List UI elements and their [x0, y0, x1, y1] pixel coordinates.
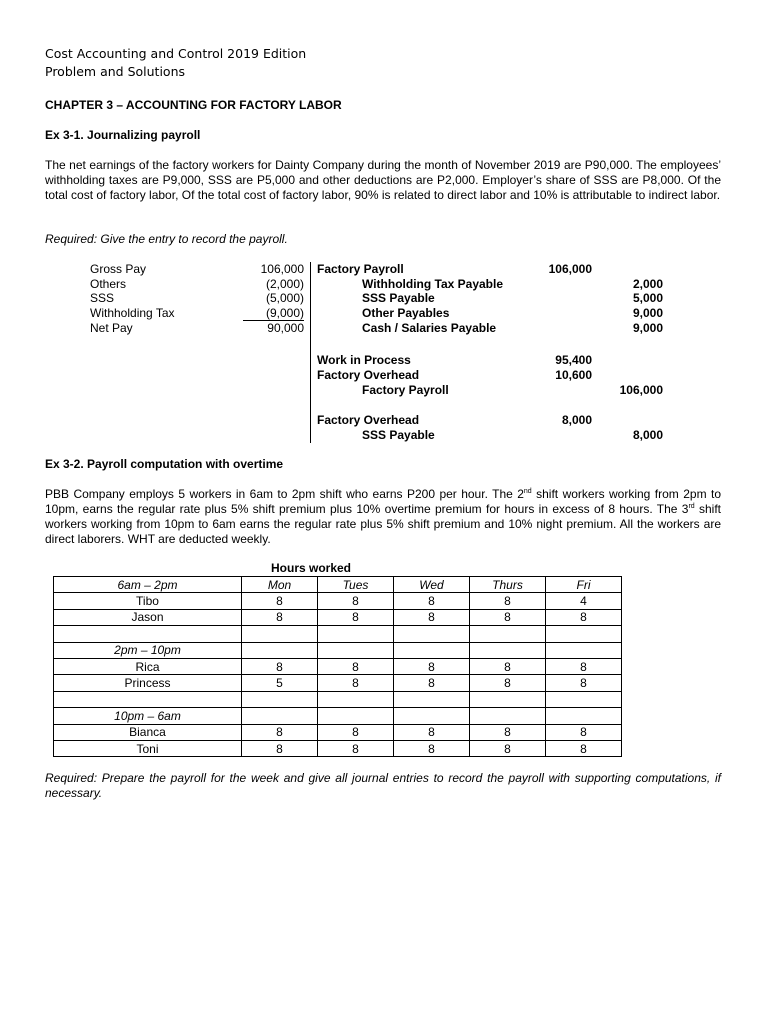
hours-cell: 8: [470, 675, 546, 691]
comp-label: Withholding Tax: [90, 306, 175, 320]
ex2-required: Required: Prepare the payroll for the week and give all journal entries to record the payroll with supporting computations, if necessary.: [45, 771, 721, 800]
ex2-title: Ex 3-2. Payroll computation with overtime: [45, 457, 284, 471]
comp-label: SSS: [90, 291, 115, 305]
day-header: Mon: [242, 577, 318, 593]
hours-cell: 8: [242, 593, 318, 609]
journal-credit-amount: 106,000: [619, 383, 663, 397]
journal-divider: [310, 262, 311, 443]
hours-cell: 8: [394, 658, 470, 674]
comp-amount: 90,000: [267, 321, 304, 335]
table-row: [54, 724, 622, 740]
worker-name: Bianca: [54, 724, 242, 740]
journal-credit-account: SSS Payable: [362, 428, 435, 442]
day-header: Tues: [318, 577, 394, 593]
comp-amount: (5,000): [265, 291, 304, 305]
day-header: Thurs: [470, 577, 546, 593]
empty-cell: [546, 642, 622, 658]
hours-cell: 8: [394, 609, 470, 625]
empty-cell: [546, 626, 622, 642]
ex2-text-part: shift workers working from 10pm to 6am earns the regular rate plus 5% shift premium and 10% night premium. All the workers are direct laborers. WHT are deducted weekly.: [45, 502, 721, 546]
hours-cell: 4: [546, 593, 622, 609]
journal-debit-account: Factory Overhead: [317, 368, 420, 382]
table-row: [54, 658, 622, 674]
table-row: [54, 593, 622, 609]
worker-name: Toni: [54, 740, 242, 756]
empty-cell: [394, 626, 470, 642]
ex1-title: Ex 3-1. Journalizing payroll: [45, 128, 201, 142]
hours-cell: 8: [318, 609, 394, 625]
journal-credit-amount: 9,000: [632, 321, 663, 335]
journal-credit-amount: 2,000: [632, 277, 663, 291]
empty-cell: [470, 691, 546, 707]
table-row: [54, 675, 622, 691]
empty-cell: [394, 708, 470, 724]
empty-cell: [394, 642, 470, 658]
empty-cell: [546, 708, 622, 724]
hours-cell: 8: [318, 740, 394, 756]
hours-cell: 8: [318, 658, 394, 674]
table-row: [54, 577, 622, 593]
hours-cell: 8: [546, 658, 622, 674]
journal-debit-amount: 8,000: [561, 413, 592, 427]
comp-amount: (9,000): [265, 306, 304, 320]
hours-cell: 8: [318, 675, 394, 691]
ordinal-suffix: nd: [523, 488, 532, 495]
shift-label: 10pm – 6am: [54, 708, 242, 724]
comp-label: Net Pay: [90, 321, 133, 335]
day-header: Wed: [394, 577, 470, 593]
ex1-problem-text: The net earnings of the factory workers for Dainty Company during the month of November 2019 are P90,000. The employees’ withholding taxes are P9,000, SSS are P5,000 and other deductions are P2,000. Employer’s share of SSS are P8,000. Of the total cost of factory labor, Of the total cost of factory labor, 90% is related to direct labor and 10% is attributable to indirect labor.: [45, 158, 721, 202]
day-header: Fri: [546, 577, 622, 593]
journal-credit-account: Cash / Salaries Payable: [362, 321, 497, 335]
hours-cell: 8: [242, 658, 318, 674]
chapter-title: CHAPTER 3 – ACCOUNTING FOR FACTORY LABOR: [45, 98, 342, 112]
journal-credit-amount: 5,000: [632, 291, 663, 305]
shift-label: 2pm – 10pm: [54, 642, 242, 658]
hours-cell: 8: [470, 740, 546, 756]
empty-cell: [242, 691, 318, 707]
empty-cell: [318, 708, 394, 724]
ex2-problem-text: [45, 487, 721, 547]
hours-cell: 8: [470, 724, 546, 740]
empty-cell: [394, 691, 470, 707]
doc-header-title: Cost Accounting and Control 2019 Edition: [45, 46, 307, 61]
ex2-text-part: PBB Company employs 5 workers in 6am to 2pm shift who earns P200 per hour. The 2: [45, 487, 524, 501]
shift-label: 6am – 2pm: [54, 577, 242, 593]
empty-cell: [242, 626, 318, 642]
journal-debit-amount: 10,600: [555, 368, 592, 382]
ex1-required: Required: Give the entry to record the payroll.: [45, 232, 288, 246]
empty-cell: [546, 691, 622, 707]
doc-header-subtitle: Problem and Solutions: [45, 64, 186, 79]
table-row: [54, 642, 622, 658]
hours-cell: 8: [546, 740, 622, 756]
journal-credit-account: Factory Payroll: [362, 383, 449, 397]
empty-cell: [54, 691, 242, 707]
hours-worked-table: [53, 576, 622, 757]
hours-cell: 8: [546, 724, 622, 740]
journal-credit-amount: 9,000: [632, 306, 663, 320]
journal-credit-amount: 8,000: [632, 428, 663, 442]
hours-cell: 8: [394, 724, 470, 740]
comp-amount: (2,000): [265, 277, 304, 291]
journal-debit-account: Factory Payroll: [317, 262, 404, 276]
journal-debit-amount: 106,000: [548, 262, 592, 276]
table-row: [54, 740, 622, 756]
comp-label: Others: [90, 277, 127, 291]
ex2-text-part: shift workers working from 2pm to 10pm, earns the regular rate plus 5% shift premium plus 10% overtime premium for hours in excess of 8 hours. The 3: [45, 487, 722, 516]
table-row: [54, 609, 622, 625]
comp-amount: 106,000: [260, 262, 304, 276]
worker-name: Princess: [54, 675, 242, 691]
journal-debit-account: Factory Overhead: [317, 413, 420, 427]
worker-name: Jason: [54, 609, 242, 625]
empty-cell: [318, 691, 394, 707]
journal-debit-amount: 95,400: [555, 353, 592, 367]
journal-credit-account: SSS Payable: [362, 291, 435, 305]
journal-debit-account: Work in Process: [317, 353, 411, 367]
hours-cell: 8: [394, 740, 470, 756]
hours-cell: 8: [318, 593, 394, 609]
journal-credit-account: Other Payables: [362, 306, 450, 320]
ordinal-suffix: rd: [688, 503, 695, 510]
empty-cell: [242, 642, 318, 658]
comp-label: Gross Pay: [90, 262, 147, 276]
table-row: [54, 691, 622, 707]
worker-name: Rica: [54, 658, 242, 674]
hours-cell: 8: [546, 609, 622, 625]
empty-cell: [242, 708, 318, 724]
worker-name: Tibo: [54, 593, 242, 609]
table-row: [54, 708, 622, 724]
hours-cell: 8: [394, 675, 470, 691]
hours-cell: 8: [318, 724, 394, 740]
hours-cell: 8: [470, 658, 546, 674]
empty-cell: [318, 642, 394, 658]
hours-cell: 5: [242, 675, 318, 691]
empty-cell: [470, 642, 546, 658]
hours-cell: 8: [546, 675, 622, 691]
hours-table-title: Hours worked: [271, 561, 352, 575]
hours-cell: 8: [242, 609, 318, 625]
hours-cell: 8: [242, 724, 318, 740]
empty-cell: [318, 626, 394, 642]
hours-cell: 8: [394, 593, 470, 609]
hours-cell: 8: [242, 740, 318, 756]
hours-cell: 8: [470, 609, 546, 625]
empty-cell: [470, 626, 546, 642]
journal-credit-account: Withholding Tax Payable: [362, 277, 504, 291]
empty-cell: [54, 626, 242, 642]
hours-cell: 8: [470, 593, 546, 609]
empty-cell: [470, 708, 546, 724]
table-row: [54, 626, 622, 642]
